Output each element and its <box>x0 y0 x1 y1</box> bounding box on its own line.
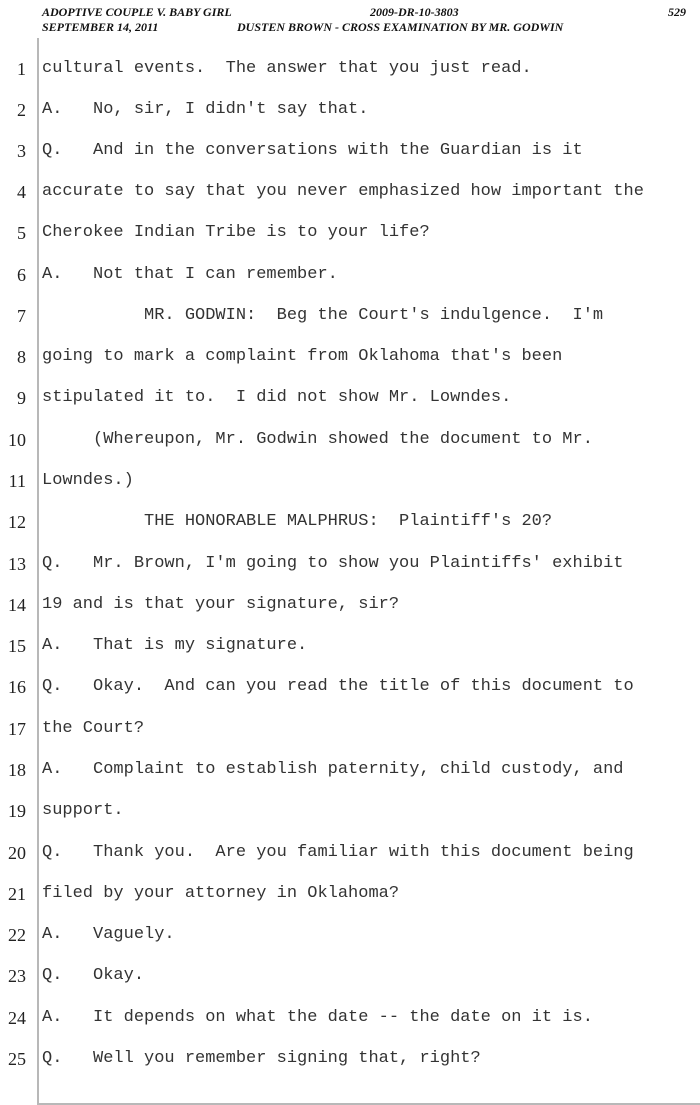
line-number: 4 <box>17 182 26 202</box>
line-number: 16 <box>8 677 26 697</box>
transcript-line: A. No, sir, I didn't say that. <box>42 100 369 119</box>
left-margin-rule <box>37 38 39 1105</box>
line-number: 21 <box>8 884 26 904</box>
header-case-number: 2009-DR-10-3803 <box>370 5 459 19</box>
transcript-line: Cherokee Indian Tribe is to your life? <box>42 223 430 242</box>
transcript-line: Lowndes.) <box>42 471 134 490</box>
transcript-line: support. <box>42 801 124 820</box>
transcript-line: A. Not that I can remember. <box>42 265 338 284</box>
line-number: 7 <box>17 306 26 326</box>
transcript-line: cultural events. The answer that you just read. <box>42 59 532 78</box>
line-number: 22 <box>8 925 26 945</box>
line-number: 8 <box>17 347 26 367</box>
transcript-line: stipulated it to. I did not show Mr. Lowndes. <box>42 388 512 407</box>
transcript-line: (Whereupon, Mr. Godwin showed the document to Mr. <box>42 430 593 449</box>
line-number: 1 <box>17 59 26 79</box>
transcript-line: 19 and is that your signature, sir? <box>42 595 400 614</box>
line-number: 10 <box>8 430 26 450</box>
line-number: 23 <box>8 966 26 986</box>
line-number: 3 <box>17 141 26 161</box>
transcript-line: A. That is my signature. <box>42 636 308 655</box>
line-number: 18 <box>8 760 26 780</box>
line-number: 15 <box>8 636 26 656</box>
line-number: 12 <box>8 512 26 532</box>
line-number: 14 <box>8 595 26 615</box>
line-number: 25 <box>8 1049 26 1069</box>
header-page-number: 529 <box>668 5 686 19</box>
line-number: 11 <box>8 471 26 491</box>
line-number: 19 <box>8 801 26 821</box>
transcript-line: Q. Mr. Brown, I'm going to show you Plaintiffs' exhibit <box>42 554 624 573</box>
header-date: SEPTEMBER 14, 2011 <box>42 20 159 34</box>
line-number: 13 <box>8 554 26 574</box>
transcript-line: Q. Okay. And can you read the title of this document to <box>42 677 634 696</box>
transcript-line: Q. Okay. <box>42 966 145 985</box>
line-number: 6 <box>17 265 26 285</box>
transcript-line: Q. And in the conversations with the Guardian is it <box>42 141 583 160</box>
transcript-line: accurate to say that you never emphasized how important the <box>42 182 644 201</box>
transcript-line: A. Vaguely. <box>42 925 175 944</box>
transcript-line: the Court? <box>42 719 145 738</box>
header-section: DUSTEN BROWN - CROSS EXAMINATION BY MR. GODWIN <box>237 20 564 34</box>
transcript-line: Q. Thank you. Are you familiar with this document being <box>42 843 634 862</box>
line-number: 9 <box>17 388 26 408</box>
transcript-line: THE HONORABLE MALPHRUS: Plaintiff's 20? <box>42 512 553 531</box>
transcript-line: Q. Well you remember signing that, right? <box>42 1049 481 1068</box>
transcript-line: going to mark a complaint from Oklahoma that's been <box>42 347 563 366</box>
line-number: 2 <box>17 100 26 120</box>
line-number: 24 <box>8 1008 26 1028</box>
transcript-line: MR. GODWIN: Beg the Court's indulgence. I'm <box>42 306 604 325</box>
line-number: 5 <box>17 223 26 243</box>
transcript-line: filed by your attorney in Oklahoma? <box>42 884 400 903</box>
line-number: 20 <box>8 843 26 863</box>
line-number: 17 <box>8 719 26 739</box>
transcript-line: A. Complaint to establish paternity, child custody, and <box>42 760 624 779</box>
transcript-line: A. It depends on what the date -- the date on it is. <box>42 1008 593 1027</box>
header-case-title: ADOPTIVE COUPLE V. BABY GIRL <box>42 5 232 19</box>
